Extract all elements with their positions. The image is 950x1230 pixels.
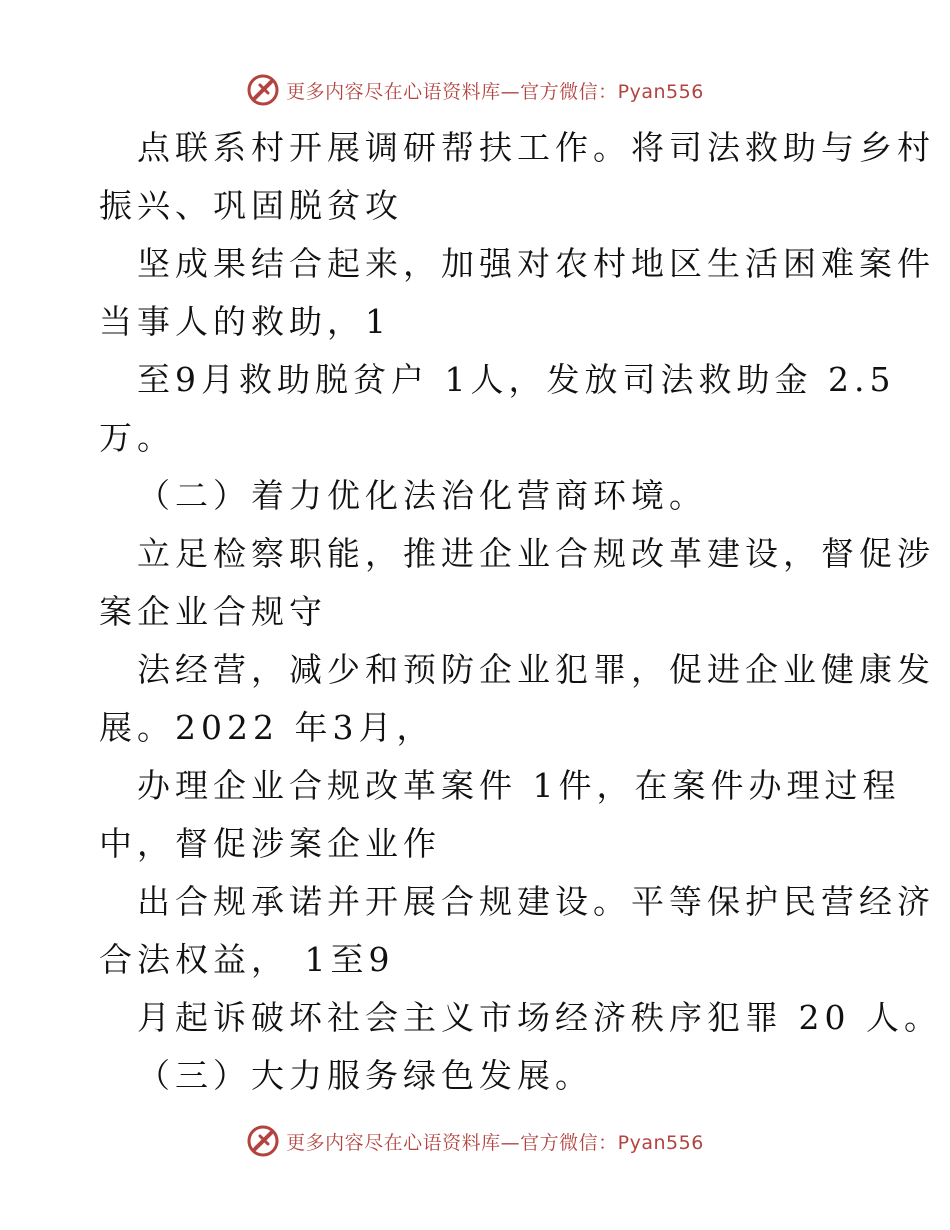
body-line-14: 出合规承诺并开展合规建设。平等保护民营经济	[137, 882, 935, 921]
body-line-11: 展。2022 年3月，	[99, 708, 435, 747]
section-heading-3: （三）大力服务绿色发展。	[137, 1056, 593, 1095]
body-line-1: 点联系村开展调研帮扶工作。将司法救助与乡村	[137, 128, 935, 167]
header-banner-text: 更多内容尽在心语资料库—官方微信：Pyan556	[286, 80, 704, 103]
body-line-13: 中，督促涉案企业作	[99, 824, 441, 863]
body-line-2: 振兴、巩固脱贫攻	[99, 186, 403, 225]
body-line-5: 至9月救助脱贫户 1人，发放司法救助金 2.5	[137, 360, 896, 399]
body-line-15: 合法权益， 1至9	[99, 940, 395, 979]
body-line-12: 办理企业合规改革案件 1件，在案件办理过程	[137, 766, 901, 805]
body-line-3: 坚成果结合起来，加强对农村地区生活困难案件	[137, 244, 935, 283]
body-line-16: 月起诉破坏社会主义市场经济秩序犯罪 20 人。	[137, 998, 942, 1037]
body-line-8: 立足检察职能，推进企业合规改革建设，督促涉	[137, 534, 935, 573]
seal-logo-icon	[246, 1124, 280, 1158]
body-line-6: 万。	[99, 418, 175, 457]
body-line-10: 法经营，减少和预防企业犯罪，促进企业健康发	[137, 650, 935, 689]
body-line-9: 案企业合规守	[99, 592, 327, 631]
footer-banner-text: 更多内容尽在心语资料库—官方微信：Pyan556	[286, 1131, 704, 1154]
footer-banner	[0, 1121, 950, 1161]
seal-logo-icon	[246, 73, 280, 107]
header-banner	[0, 70, 950, 110]
section-heading-2: （二）着力优化法治化营商环境。	[137, 476, 707, 515]
body-line-4: 当事人的救助，1	[99, 302, 391, 341]
